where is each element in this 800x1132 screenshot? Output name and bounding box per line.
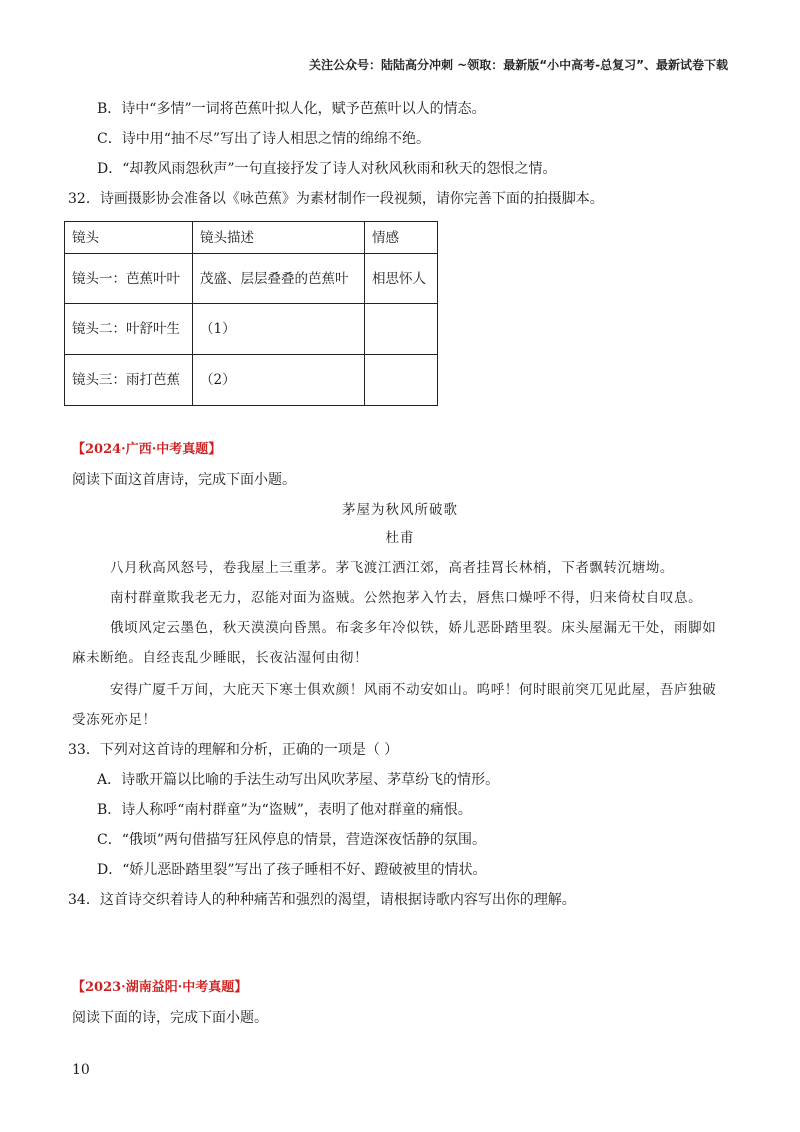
poem-line: 安得广厦千万间，大庇天下寒士俱欢颜！风雨不动安如山。呜呼！何时眼前突兀见此屋，吾庐独破 [110, 682, 717, 698]
poem-line: 八月秋高风怒号，卷我屋上三重茅。茅飞渡江洒江郊，高者挂罥长林梢，下者飘转沉塘坳。 [110, 560, 674, 576]
poem-line: 受冻死亦足！ [72, 712, 157, 728]
source-tag-2024: 【2024·广西·中考真题】 [72, 442, 222, 457]
q33-option-b: B．诗人称呼“南村群童”为“盗贼”，表明了他对群童的痛恨。 [97, 802, 472, 818]
reading-instruction-2: 阅读下面的诗，完成下面小题。 [72, 1010, 268, 1026]
page-number: 10 [72, 1062, 90, 1078]
q31-option-c: C．诗中用“抽不尽”写出了诗人相思之情的绵绵不绝。 [97, 131, 431, 147]
table-header-row [65, 222, 438, 254]
table-cell: 镜头二：叶舒叶生 [65, 304, 193, 355]
source-tag-2023: 【2023·湖南益阳·中考真题】 [72, 980, 248, 995]
table-cell [365, 355, 438, 406]
table-header-cell: 情感 [365, 222, 438, 254]
q31-option-b: B．诗中“多情”一词将芭蕉叶拟人化，赋予芭蕉叶以人的情态。 [97, 101, 486, 117]
q33-option-d: D．“娇儿恶卧踏里裂”写出了孩子睡相不好、蹬破被里的情状。 [97, 862, 487, 878]
table-cell: 镜头三：雨打芭蕉 [65, 355, 193, 406]
table-cell: 相思怀人 [365, 254, 438, 304]
q34-stem: 34．这首诗交织着诗人的种种痛苦和强烈的渴望，请根据诗歌内容写出你的理解。 [68, 892, 576, 908]
q33-stem: 33．下列对这首诗的理解和分析，正确的一项是（ ） [68, 742, 399, 758]
answer-blank-1: （1） [193, 304, 365, 355]
q33-option-c: C．“俄顷”两句借描写狂风停息的情景，营造深夜恬静的氛围。 [97, 832, 487, 848]
table-cell: 茂盛、层层叠叠的芭蕉叶 [193, 254, 365, 304]
page-header: 关注公众号：陆陆高分冲刺 ~领取：最新版“小中高考-总复习”、最新试卷下载 [309, 58, 728, 72]
poem-author: 杜甫 [385, 530, 415, 546]
q31-option-d: D．“却教风雨怨秋声”一句直接抒发了诗人对秋风秋雨和秋天的怨恨之情。 [97, 161, 557, 177]
table-row [65, 254, 438, 304]
table-row [65, 304, 438, 355]
poem-title: 茅屋为秋风所破歌 [342, 502, 458, 518]
poem-line: 麻未断绝。自经丧乱少睡眠，长夜沾湿何由彻！ [72, 650, 369, 666]
table-header-cell: 镜头描述 [193, 222, 365, 254]
answer-blank-2: （2） [193, 355, 365, 406]
shooting-script-table [64, 221, 438, 406]
reading-instruction: 阅读下面这首唐诗，完成下面小题。 [72, 472, 296, 488]
table-cell: 镜头一：芭蕉叶叶 [65, 254, 193, 304]
q33-option-a: A．诗歌开篇以比喻的手法生动写出风吹茅屋、茅草纷飞的情形。 [97, 772, 500, 788]
q32-stem: 32．诗画摄影协会准备以《咏芭蕉》为素材制作一段视频，请你完善下面的拍摄脚本。 [68, 191, 604, 207]
poem-line: 南村群童欺我老无力，忍能对面为盗贼。公然抱茅入竹去，唇焦口燥呼不得，归来倚杖自叹息。 [110, 590, 703, 606]
table-row [65, 355, 438, 406]
table-header-cell: 镜头 [65, 222, 193, 254]
poem-line: 俄顷风定云墨色，秋天漠漠向昏黑。布衾多年冷似铁，娇儿恶卧踏里裂。床头屋漏无干处，雨脚如 [110, 620, 717, 636]
table-cell [365, 304, 438, 355]
